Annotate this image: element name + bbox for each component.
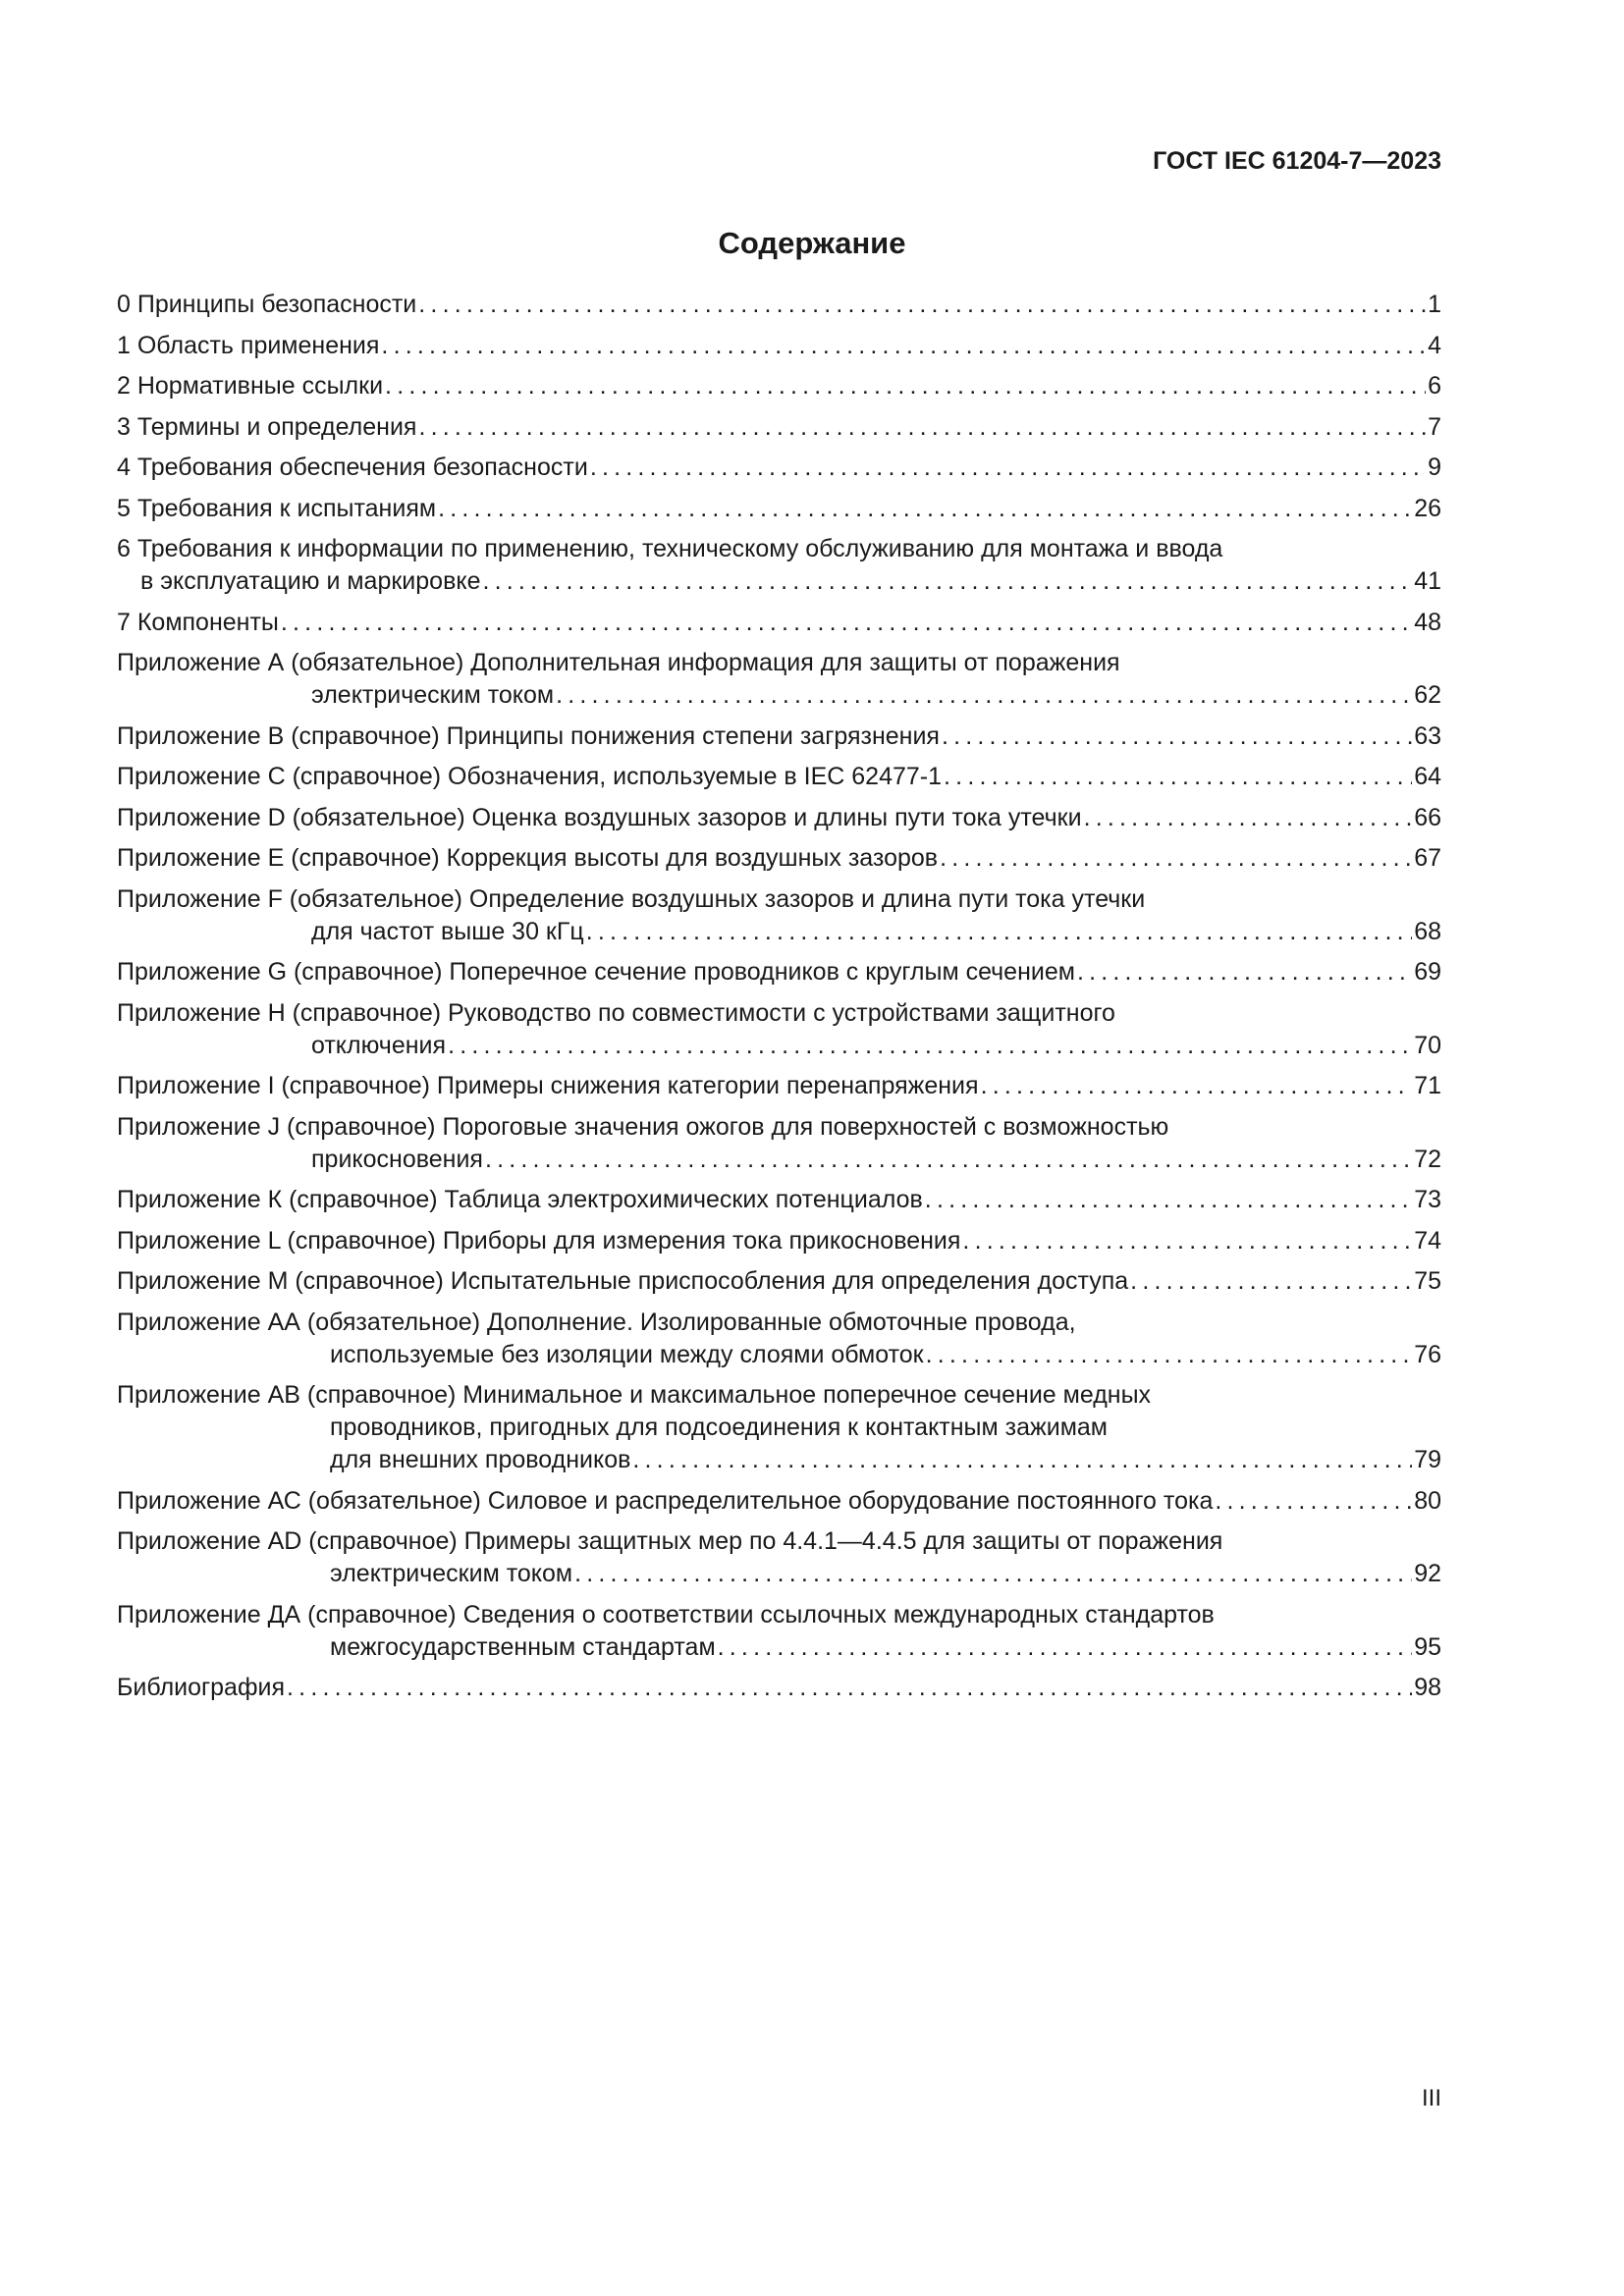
toc-entry-page: 62 [1414,681,1441,709]
toc-entry[interactable] [117,842,1441,875]
toc-entry-title: Библиография [117,1674,286,1701]
toc-entry-title: в эксплуатацию и маркировке [140,567,481,595]
toc-entry-title: Приложение Н (справочное) Руководство по совместимости с устройствами защитного [117,998,1115,1027]
toc-entry-title: межгосударственным стандартам [330,1632,716,1661]
toc-entry-page: 71 [1414,1072,1441,1099]
toc-entry-page: 7 [1428,412,1441,441]
toc-entry-page: 4 [1428,331,1441,359]
document-code: ГОСТ IEC 61204-7—2023 [1153,147,1441,175]
toc-entry-title: 4 Требования обеспечения безопасности [117,454,588,481]
toc-entry-title: Приложение AD (справочное) Примеры защитных мер по 4.4.1—4.4.5 для защиты от поражения [117,1527,1223,1555]
toc-entry-title: Приложение АС (обязательное) Силовое и распределительное оборудование постоянного тока [117,1486,1214,1515]
leader-dots [385,370,1426,402]
leader-dots [574,1558,1412,1590]
toc-entry-page: 74 [1414,1226,1441,1255]
toc-entry-page: 70 [1414,1031,1441,1059]
toc-entry-title: 2 Нормативные ссылки [117,372,384,400]
toc-entry-page: 63 [1414,721,1441,750]
toc-entry[interactable] [117,1379,1441,1476]
leader-dots [926,1339,1413,1371]
toc-entry[interactable] [117,761,1441,793]
leader-dots [1130,1265,1412,1298]
toc-entry-title: Приложение А (обязательное) Дополнительная информация для защиты от поражения [117,649,1120,676]
toc-entry-page: 75 [1414,1267,1441,1295]
toc-entry-title: прикосновения [311,1145,483,1173]
leader-dots [1077,956,1412,988]
toc-entry-title: Приложение АА (обязательное) Дополнение. Изолированные обмоточные провода, [117,1308,1076,1336]
toc-entry-page: 26 [1414,494,1441,522]
toc-entry-page: 98 [1414,1674,1441,1701]
leader-dots [418,411,1426,444]
toc-entry-title: проводников, пригодных для подсоединения к контактным зажимам [330,1414,1108,1441]
toc-entry-title: Приложение В (справочное) Принципы понижения степени загрязнения [117,721,940,750]
leader-dots [418,289,1426,321]
toc-entry[interactable] [117,493,1441,525]
toc-entry[interactable] [117,330,1441,362]
toc-entry-title: 5 Требования к испытаниям [117,494,437,522]
toc-entry-page: 80 [1414,1486,1441,1515]
toc-entry-title: электрическим током [311,681,555,709]
toc-entry[interactable] [117,1307,1441,1371]
toc-entry[interactable] [117,1184,1441,1216]
leader-dots [1084,802,1413,834]
toc-entry-page: 48 [1414,608,1441,636]
toc-entry-title: Приложение М (справочное) Испытательные приспособления для определения доступа [117,1267,1129,1295]
toc-entry-title: для внешних проводников [330,1446,631,1473]
toc-entry-page: 72 [1414,1145,1441,1173]
leader-dots [448,1030,1412,1062]
toc-entry-title: 1 Область применения [117,331,380,359]
toc-entry-page: 79 [1414,1446,1441,1473]
toc-entry-title: Приложение К (справочное) Таблица электрохимических потенциалов [117,1186,923,1213]
toc-entry-page: 66 [1414,803,1441,831]
toc-entry-page: 41 [1414,567,1441,595]
toc-entry-page: 73 [1414,1186,1441,1213]
leader-dots [718,1631,1413,1664]
toc-entry-page: 95 [1414,1632,1441,1661]
toc-entry[interactable] [117,1225,1441,1257]
toc-entry-title: отключения [311,1031,447,1059]
toc-entry[interactable] [117,533,1441,598]
toc-entry-title: Приложение F (обязательное) Определение воздушных зазоров и длина пути тока утечки [117,884,1146,913]
leader-dots [590,452,1426,484]
toc-entry[interactable] [117,1485,1441,1518]
toc-entry[interactable] [117,607,1441,639]
toc-entry-title: для частот выше 30 кГц [311,917,584,945]
toc-entry-title: Приложение G (справочное) Поперечное сечение проводников с круглым сечением [117,958,1075,986]
toc-entry[interactable] [117,956,1441,988]
toc-entry[interactable] [117,997,1441,1062]
toc-entry-title: 0 Принципы безопасности [117,291,417,318]
toc-entry-title: 3 Термины и определения [117,412,417,441]
toc-entry-title: Приложение ДА (справочное) Сведения о соответствии ссылочных международных стандартов [117,1600,1215,1629]
toc-entry-page: 92 [1414,1560,1441,1587]
toc-entry[interactable] [117,721,1441,753]
toc-entry[interactable] [117,411,1441,444]
leader-dots [944,761,1412,793]
toc-entry-title: Приложение J (справочное) Пороговые значения ожогов для поверхностей с возможностью [117,1112,1169,1141]
table-of-contents [117,289,1441,1713]
leader-dots [940,842,1412,875]
toc-entry-title: Приложение L (справочное) Приборы для измерения тока прикосновения [117,1226,961,1255]
leader-dots [632,1444,1412,1476]
page-title: Содержание [718,226,906,260]
toc-entry[interactable] [117,452,1441,484]
leader-dots [281,607,1412,639]
toc-entry-page: 76 [1414,1340,1441,1368]
leader-dots [556,679,1412,712]
toc-entry-title: Приложение АВ (справочное) Минимальное и максимальное поперечное сечение медных [117,1381,1152,1409]
toc-entry-title: 7 Компоненты [117,608,279,636]
leader-dots [586,916,1412,948]
toc-entry[interactable] [117,647,1441,712]
leader-dots [438,493,1412,525]
toc-entry-page: 1 [1428,291,1441,318]
toc-entry-title: 6 Требования к информации по применению, техническому обслуживанию для монтажа и ввода [117,535,1223,562]
toc-entry[interactable] [117,883,1441,948]
toc-entry-title: используемые без изоляции между слоями обмоток [330,1340,924,1368]
toc-entry-title: Приложение С (справочное) Обозначения, используемые в IEC 62477-1 [117,763,943,790]
toc-entry[interactable] [117,802,1441,834]
leader-dots [287,1672,1412,1704]
leader-dots [485,1144,1412,1176]
toc-entry[interactable] [117,1111,1441,1176]
toc-entry-title: электрическим током [330,1560,573,1587]
toc-entry[interactable] [117,1265,1441,1298]
leader-dots [942,721,1412,753]
toc-entry[interactable] [117,370,1441,402]
leader-dots [1215,1485,1412,1518]
toc-entry-page: 69 [1414,958,1441,986]
toc-entry-title: Приложение I (справочное) Примеры снижения категории перенапряжения [117,1072,979,1099]
leader-dots [962,1225,1412,1257]
toc-entry[interactable] [117,1525,1441,1590]
leader-dots [981,1070,1413,1102]
toc-entry[interactable] [117,1599,1441,1664]
leader-dots [925,1184,1412,1216]
toc-entry-title: Приложение Е (справочное) Коррекция высоты для воздушных зазоров [117,844,939,872]
toc-entry-page: 6 [1428,372,1441,400]
toc-entry[interactable] [117,289,1441,321]
toc-entry-page: 68 [1414,917,1441,945]
leader-dots [381,330,1426,362]
toc-entry-page: 9 [1428,454,1441,481]
page-number: III [1421,2085,1441,2111]
toc-entry-page: 64 [1414,763,1441,790]
leader-dots [482,565,1412,598]
toc-entry[interactable] [117,1070,1441,1102]
toc-entry[interactable] [117,1672,1441,1704]
toc-entry-title: Приложение D (обязательное) Оценка воздушных зазоров и длины пути тока утечки [117,803,1082,831]
toc-entry-page: 67 [1414,844,1441,872]
